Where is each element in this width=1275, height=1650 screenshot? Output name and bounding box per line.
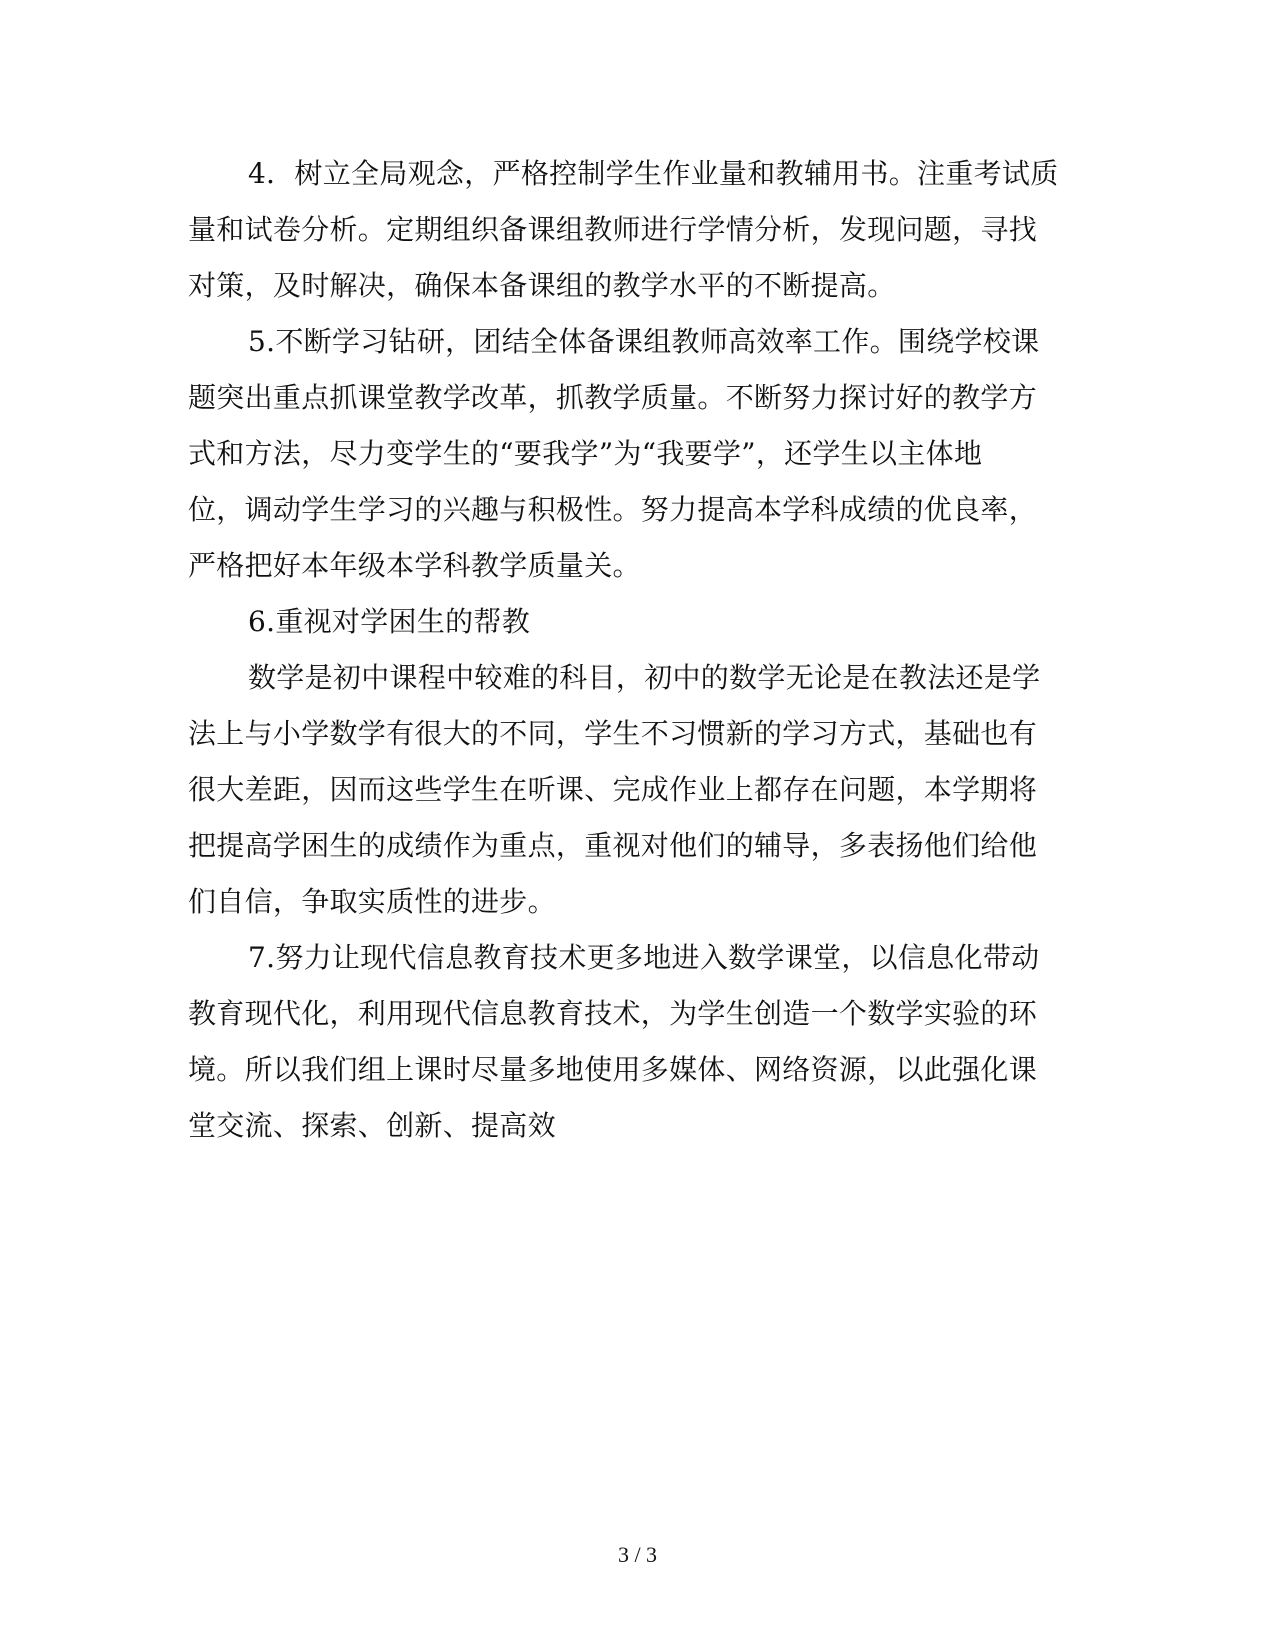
text-line: 教育现代化，利用现代信息教育技术，为学生创造一个数学实验的环 — [188, 997, 1038, 1030]
text-line: 法上与小学数学有很大的不同，学生不习惯新的学习方式，基础也有 — [188, 717, 1038, 750]
paragraph-item-6-body — [188, 650, 1068, 930]
text-line: 对策，及时解决，确保本备课组的教学水平的不断提高。 — [188, 269, 896, 302]
text-line: 4．树立全局观念，严格控制学生作业量和教辅用书。注重考试质 — [248, 157, 1059, 190]
text-line: 境。所以我们组上课时尽量多地使用多媒体、网络资源，以此强化课 — [188, 1053, 1038, 1086]
paragraph-item-7 — [188, 930, 1068, 1154]
text-line: 量和试卷分析。定期组织备课组教师进行学情分析，发现问题，寻找 — [188, 213, 1038, 246]
document-body — [188, 146, 1068, 1154]
text-line: 数学是初中课程中较难的科目，初中的数学无论是在教法还是学 — [248, 661, 1041, 694]
text-line: 式和方法，尽力变学生的“要我学”为“我要学”，还学生以主体地 — [188, 437, 983, 470]
paragraph-item-4 — [188, 146, 1068, 314]
paragraph-item-5 — [188, 314, 1068, 594]
text-line: 堂交流、探索、创新、提高效 — [188, 1109, 556, 1142]
text-line: 严格把好本年级本学科教学质量关。 — [188, 549, 641, 582]
text-line: 位，调动学生学习的兴趣与积极性。努力提高本学科成绩的优良率， — [188, 493, 1038, 526]
text-line: 把提高学困生的成绩作为重点，重视对他们的辅导，多表扬他们给他 — [188, 829, 1038, 862]
text-line: 很大差距，因而这些学生在听课、完成作业上都存在问题，本学期将 — [188, 773, 1038, 806]
section-heading: 6.重视对学困生的帮教 — [248, 605, 531, 638]
text-line: 题突出重点抓课堂教学改革，抓教学质量。不断努力探讨好的教学方 — [188, 381, 1038, 414]
paragraph-item-6-heading — [188, 594, 1068, 650]
text-line: 7.努力让现代信息教育技术更多地进入数学课堂，以信息化带动 — [248, 941, 1040, 974]
text-line: 5.不断学习钻研，团结全体备课组教师高效率工作。围绕学校课 — [248, 325, 1040, 358]
text-line: 们自信，争取实质性的进步。 — [188, 885, 556, 918]
page-number: 3 / 3 — [617, 1542, 658, 1567]
